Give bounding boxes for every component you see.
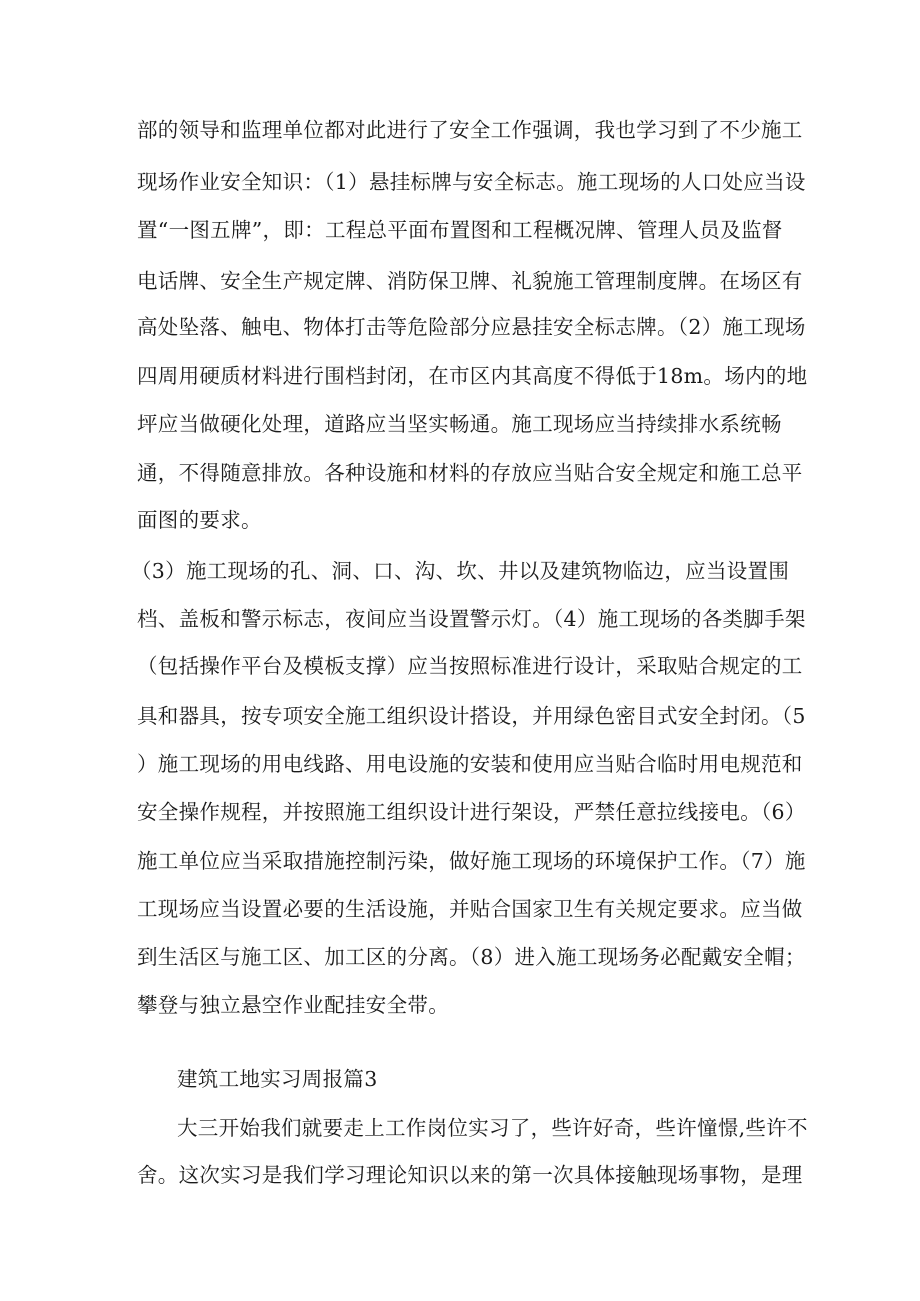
text-line-12: （包括操作平台及模板支撑）应当按照标准进行设计，采取贴合规定的工 <box>137 654 803 678</box>
text-line-17: 工现场应当设置必要的生活设施，并贴合国家卫生有关规定要求。应当做 <box>137 897 803 921</box>
section-title: 建筑工地实习周报篇3 <box>177 1067 378 1091</box>
paragraph-line-1: 大三开始我们就要走上工作岗位实习了，些许好奇，些许憧憬,些许不 <box>177 1116 808 1140</box>
text-line-9: 面图的要求。 <box>137 508 262 532</box>
text-line-4: 电话牌、安全生产规定牌、消防保卫牌、礼貌施工管理制度牌。在场区有 <box>137 269 803 293</box>
text-line-11: 档、盖板和警示标志，夜间应当设置警示灯。（4）施工现场的各类脚手架 <box>137 607 806 631</box>
text-line-2: 现场作业安全知识：（1）悬挂标牌与安全标志。施工现场的人口处应当设 <box>137 170 806 194</box>
text-line-6: 四周用硬质材料进行围档封闭，在市区内其高度不得低于18m。场内的地 <box>137 364 808 388</box>
text-line-16: 施工单位应当采取措施控制污染，做好施工现场的环境保护工作。（7）施 <box>137 849 806 873</box>
text-line-15: 安全操作规程，并按照施工组织设计进行架设，严禁任意拉线接电。（6） <box>137 800 806 824</box>
text-line-8: 通，不得随意排放。各种设施和材料的存放应当贴合安全规定和施工总平 <box>137 461 803 485</box>
text-line-1: 部的领导和监理单位都对此进行了安全工作强调，我也学习到了不少施工 <box>137 118 803 142</box>
text-line-18: 到生活区与施工区、加工区的分离。（8）进入施工现场务必配戴安全帽； <box>137 945 806 969</box>
text-line-5: 高处坠落、触电、物体打击等危险部分应悬挂安全标志牌。（2）施工现场 <box>137 315 806 339</box>
paragraph-line-2: 舍。这次实习是我们学习理论知识以来的第一次具体接触现场事物，是理 <box>137 1163 803 1187</box>
text-line-7: 坪应当做硬化处理，道路应当坚实畅通。施工现场应当持续排水系统畅 <box>137 412 782 436</box>
text-line-3: 置“一图五牌”，即：工程总平面布置图和工程概况牌、管理人员及监督 <box>137 218 783 242</box>
text-line-10: （3）施工现场的孔、洞、口、沟、坎、井以及建筑物临边，应当设置围 <box>131 559 790 583</box>
text-line-14: ）施工现场的用电线路、用电设施的安装和使用应当贴合临时用电规范和 <box>137 752 803 776</box>
text-line-13: 具和器具，按专项安全施工组织设计搭设，并用绿色密目式安全封闭。（5 <box>137 704 806 728</box>
text-line-19: 攀登与独立悬空作业配挂安全带。 <box>137 993 449 1017</box>
